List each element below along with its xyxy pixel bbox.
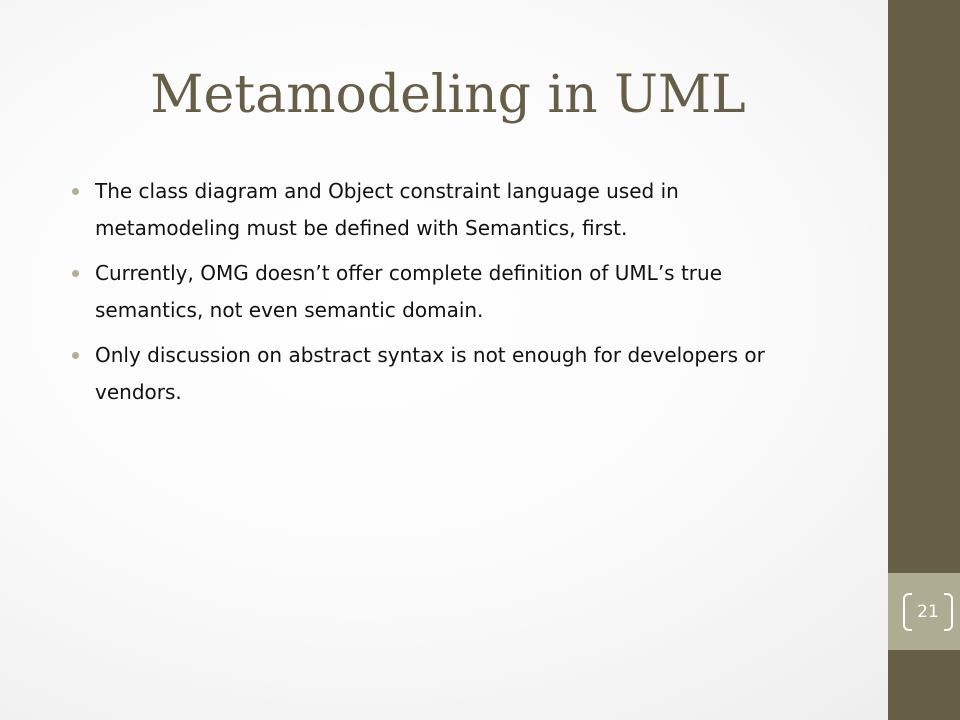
right-bracket-icon — [944, 593, 953, 631]
bullet-text: Currently, OMG doesn’t offer complete definition of UML’s true semantics, not even semantic domain. — [95, 261, 722, 322]
bullet-dot-icon — [72, 352, 79, 359]
bullet-list — [70, 173, 810, 419]
slide-number: 21 — [917, 602, 939, 622]
slide-title: Metamodeling in UML — [150, 65, 746, 125]
bullet-dot-icon — [72, 270, 79, 277]
bullet-item — [70, 255, 810, 329]
bullet-item — [70, 173, 810, 247]
bullet-dot-icon — [72, 188, 79, 195]
bullet-text: Only discussion on abstract syntax is not enough for developers or vendors. — [95, 343, 765, 404]
bullet-text: The class diagram and Object constraint language used in metamodeling must be defined with Semantics, first. — [95, 179, 679, 240]
bullet-item — [70, 337, 810, 411]
